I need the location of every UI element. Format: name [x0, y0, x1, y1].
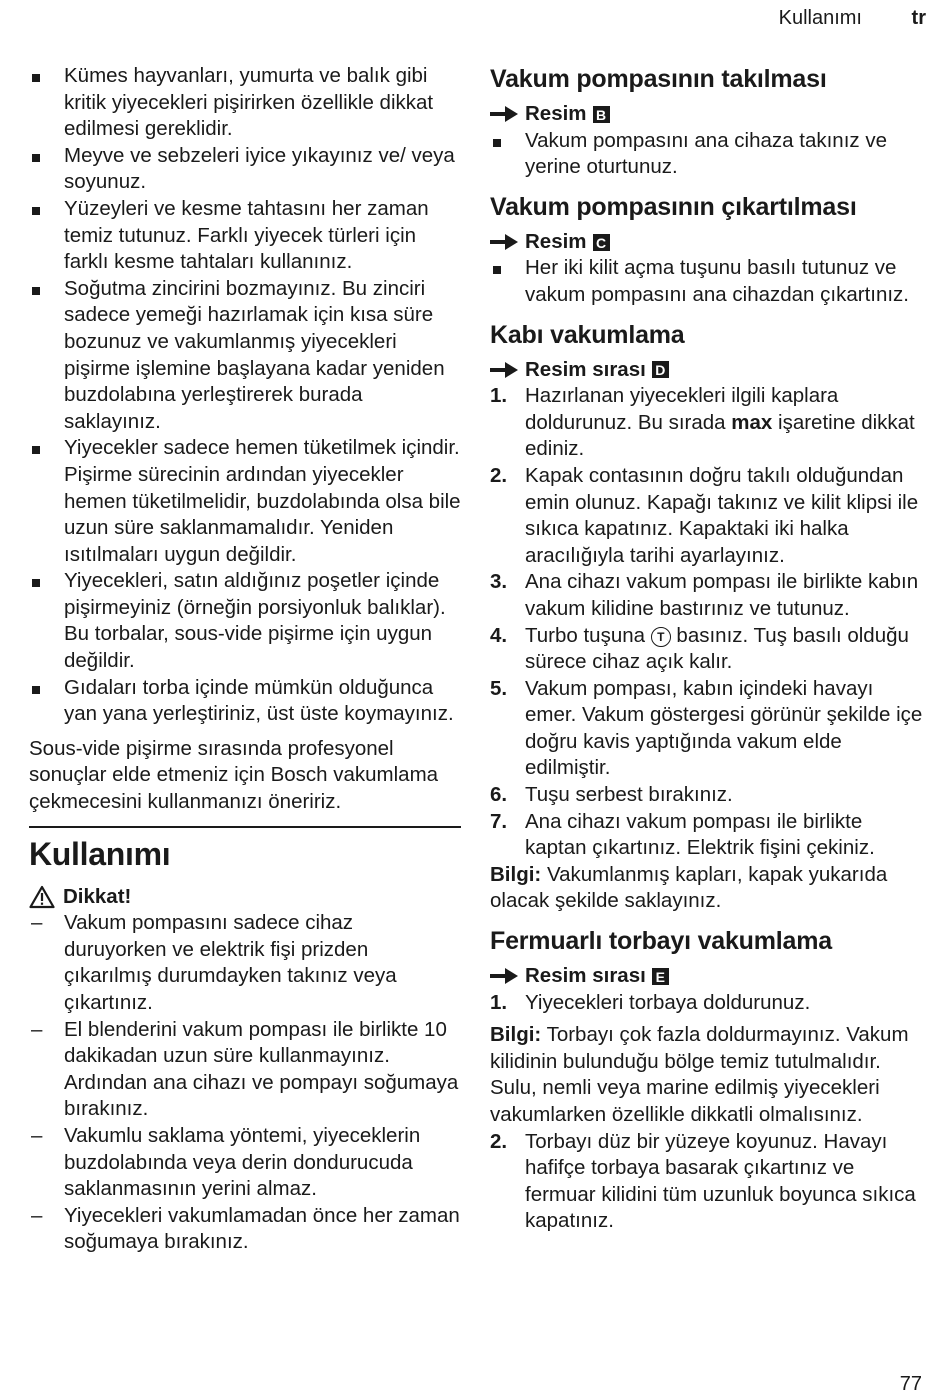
step-number: 2. [490, 463, 508, 487]
figure-reference-label: Resim sırası [525, 357, 646, 381]
bag-steps-list-continued [490, 1129, 928, 1235]
info-note-label: Bilgi: [490, 1023, 542, 1047]
container-steps-list [490, 383, 928, 862]
figure-reference-label: Resim [525, 229, 587, 253]
left-column [29, 63, 461, 1256]
list-item [490, 383, 928, 463]
step-number: 3. [490, 570, 508, 594]
figure-letter-badge: E [652, 968, 669, 985]
attach-pump-heading: Vakum pompasının takılması [490, 65, 827, 93]
attach-pump-list [490, 128, 928, 181]
warning-heading [29, 884, 461, 911]
max-marking-text: max [731, 410, 773, 434]
safety-bullet-list [29, 63, 461, 728]
list-item [490, 623, 928, 676]
vacuum-container-heading: Kabı vakumlama [490, 320, 685, 349]
list-item: – El blenderini vakum pompası ile birlikte 10 dakikadan uzun süre kullanmayınız. Ardından ana cihazı ve pompayı soğumaya bırakınız. [29, 1017, 461, 1123]
list-item: Gıdaları torba içinde mümkün olduğunca yan yana yerleştiriniz, üst üste koymayınız. [29, 675, 461, 728]
step-text: basınız. Tuş basılı olduğu sürece cihaz açık kalır. [525, 623, 909, 674]
vacuum-bag-heading: Fermuarlı torbayı vakumlama [490, 927, 832, 956]
arrow-right-icon [490, 362, 518, 378]
step-text: Ana cihazı vakum pompası ile birlikte kaptan çıkartınız. Elektrik fişini çekiniz. [525, 809, 875, 860]
step-number: 4. [490, 623, 508, 647]
list-item: Vakum pompasını ana cihaza takınız ve yerine oturtunuz. [490, 128, 928, 181]
figure-reference-label: Resim [525, 102, 587, 125]
list-item: – Yiyecekleri vakumlamadan önce her zaman soğumaya bırakınız. [29, 1203, 461, 1256]
list-item [490, 782, 928, 809]
info-note-label: Bilgi: [490, 862, 542, 886]
section-divider [29, 826, 461, 828]
list-item: Soğutma zincirini bozmayınız. Bu zinciri sadece yemeği hazırlamak için kısa süre bozunuz ve vakumlanmış yiyecekleri pişirme işlemine başlayana kadar yeniden buzdolabına yerleştirerek burada saklayınız. [29, 276, 461, 436]
step-text: işaretine dikkat ediniz. [525, 410, 915, 461]
list-item: Her iki kilit açma tuşunu basılı tutunuz ve vakum pompasını ana cihazdan çıkartınız. [490, 255, 928, 308]
arrow-right-icon [490, 234, 518, 250]
warning-dash-list [29, 910, 461, 1256]
step-text: Tuşu serbest bırakınız. [525, 783, 733, 807]
list-item [490, 463, 928, 569]
figure-reference [490, 357, 928, 384]
step-text: Vakum pompası, kabın içindeki havayı emer. Vakum göstergesi görünür şekilde içe doğru kavis yaptığında vakum elde edilmiştir. [525, 676, 923, 780]
list-item: Kümes hayvanları, yumurta ve balık gibi kritik yiyecekleri pişirirken özellikle dikkat edilmesi gereklidir. [29, 63, 461, 143]
remove-pump-heading: Vakum pompasının çıkartılması [490, 192, 857, 221]
list-item: Yiyecekler sadece hemen tüketilmek içindir. Pişirme sürecinin ardından yiyecekler hemen tüketilmelidir, buzdolabında olsa bile uzun süre saklanmamalıdır. Yeniden ısıtılmaları uygun değildir. [29, 435, 461, 568]
list-item: – Vakum pompasını sadece cihaz duruyorken ve elektrik fişi prizden çıkarılmış durumdayken takınız veya çıkartınız. [29, 910, 461, 1016]
warning-label: Dikkat! [63, 884, 132, 908]
figure-reference [490, 229, 928, 256]
list-item [490, 990, 928, 1017]
list-item [490, 676, 928, 782]
list-item: Yiyecekleri, satın aldığınız poşetler içinde pişirmeyiniz (örneğin porsiyonluk balıklar). Bu torbalar, sous-vide pişirme için uygun değildir. [29, 568, 461, 674]
list-item: Yüzeyleri ve kesme tahtasını her zaman temiz tutunuz. Farklı yiyecek türleri için farklı kesme tahtaları kullanınız. [29, 196, 461, 276]
section-title: Kullanımı [29, 835, 171, 872]
figure-letter-badge: B [593, 106, 610, 123]
list-item [490, 1129, 928, 1235]
step-number: 7. [490, 809, 508, 833]
figure-reference-label: Resim sırası [525, 964, 646, 988]
step-text: Torbayı düz bir yüzeye koyunuz. Havayı hafifçe torbaya basarak çıkartınız ve fermuar kilidini tüm uzunluk boyunca sıkıca kapatınız. [525, 1129, 916, 1233]
step-number: 1. [490, 384, 508, 408]
remove-pump-list [490, 255, 928, 308]
step-text: Kapak contasının doğru takılı olduğundan emin olunuz. Kapağı takınız ve kilit klipsi ile sıkıca kapatınız. Kapaktaki iki halka aracılığıyla tarihi ayarlayınız. [525, 463, 919, 567]
warning-triangle-icon [29, 885, 55, 909]
figure-reference [490, 963, 928, 990]
step-number: 1. [490, 990, 508, 1014]
recommendation-paragraph: Sous-vide pişirme sırasında profesyonel sonuçlar elde etmeniz için Bosch vakumlama çekmecesini kullanmanızı öneririz. [29, 736, 439, 814]
right-column [490, 63, 928, 1235]
step-number: 2. [490, 1129, 508, 1153]
list-item: – Vakumlu saklama yöntemi, yiyeceklerin buzdolabında veya derin dondurucuda saklanmasının yerini almaz. [29, 1123, 461, 1203]
page-header [779, 5, 926, 31]
arrow-right-icon [490, 106, 518, 122]
step-text: Ana cihazı vakum pompası ile birlikte kabın vakum kilidine bastırınız ve tutunuz. [525, 570, 919, 620]
info-note-text: Torbayı çok fazla doldurmayınız. Vakum kilidinin bulunduğu bölge temiz tutulmalıdır. Sulu, nemli veya marine edilmiş yiyecekleri vakumlarken özellikle dikkatli olmalısınız. [490, 1023, 909, 1126]
figure-reference [490, 101, 928, 128]
figure-letter-badge: D [652, 361, 669, 378]
figure-letter-badge: C [593, 234, 610, 251]
info-note [490, 1022, 928, 1128]
list-item: Meyve ve sebzeleri iyice yıkayınız ve/ veya soyunuz. [29, 143, 461, 196]
header-section-title: Kullanımı [778, 7, 862, 29]
info-note-text: Vakumlanmış kapları, kapak yukarıda olacak şekilde saklayınız. [490, 862, 888, 913]
page-number: 77 [899, 1373, 922, 1395]
turbo-button-icon: T [651, 627, 671, 647]
step-number: 5. [490, 676, 508, 700]
step-number: 6. [490, 783, 508, 807]
arrow-right-icon [490, 968, 518, 984]
bag-steps-list [490, 990, 928, 1017]
header-language-code: tr [911, 7, 926, 29]
step-text: Turbo tuşuna [525, 623, 651, 647]
list-item [490, 809, 928, 862]
step-text: Yiyecekleri torbaya doldurunuz. [525, 990, 811, 1014]
list-item [490, 569, 928, 622]
step-text: Hazırlanan yiyecekleri ilgili kaplara doldurunuz. Bu sırada [525, 384, 839, 434]
info-note [490, 862, 928, 915]
